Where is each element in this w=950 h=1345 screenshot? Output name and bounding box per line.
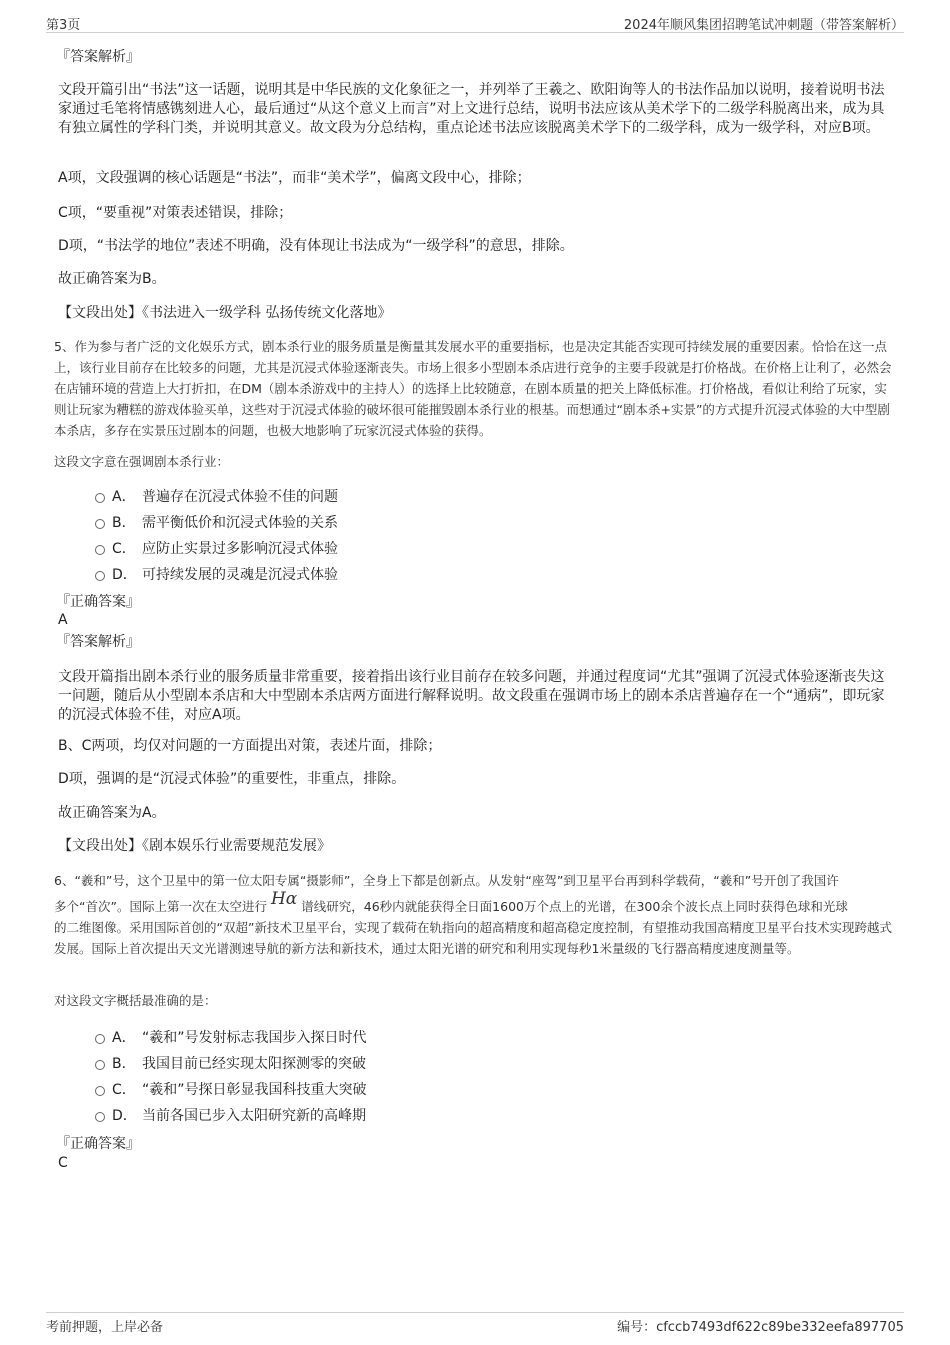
q6-answer-label: 『正确答案』 — [56, 1136, 140, 1152]
page-number: 第3页 — [46, 18, 81, 33]
document-id: 编号：cfccb7493df622c89be332eefa897705 — [617, 1320, 904, 1335]
q5-conclusion: 故正确答案为A。 — [58, 805, 166, 821]
q5-source: 【文段出处】《剧本娱乐行业需要规范发展》 — [58, 838, 331, 854]
q6-option-b[interactable]: B． 我国目前已经实现太阳探测零的突破 — [54, 1051, 367, 1077]
q6-option-c[interactable]: C． “羲和”号探日彰显我国科技重大突破 — [54, 1077, 367, 1103]
radio-icon[interactable] — [95, 493, 105, 503]
radio-icon[interactable] — [95, 519, 105, 529]
h-alpha-formula: Hα — [270, 889, 298, 909]
q4-analysis-text: 文段开篇引出“书法”这一话题，说明其是中华民族的文化象征之一，并列举了王羲之、欧阳询等人的书法作品加以说明，接着说明书法家通过毛笔将情感镌刻进人心，最后通过“从这个意义上而言”对上文进行总结，说明书法应该从美术学下的二级学科脱离出来，成为具有独立属性的学科门类，并说明其意义。故文段为分总结构，重点论述书法应该脱离美术学下的二级学科，成为一级学科，对应B项。 — [58, 82, 885, 136]
q5-point-bc: B、C两项，均仅对问题的一方面提出对策，表述片面，排除； — [58, 738, 442, 754]
page-header — [46, 12, 904, 33]
radio-icon[interactable] — [95, 1086, 105, 1096]
q6-question: 对这段文字概括最准确的是： — [54, 993, 217, 1008]
q5-options — [54, 484, 338, 588]
q4-point-a: A项，文段强调的核心话题是“书法”，而非“美术学”，偏离文段中心，排除； — [58, 170, 531, 186]
q5-answer-label: 『正确答案』 — [56, 594, 140, 610]
radio-icon[interactable] — [95, 1060, 105, 1070]
q4-conclusion: 故正确答案为B。 — [58, 271, 166, 287]
q6-answer: C — [58, 1155, 68, 1171]
q5-option-a[interactable]: A． 普遍存在沉浸式体验不佳的问题 — [54, 484, 338, 510]
q6-stem-line2: 多个“首次”。国际上第一次在太空进行 Hα 谱线研究，46秒内就能获得全日面1600万个点上的光谱，在300余个波长点上同时获得色球和光球 — [54, 889, 848, 914]
q5-question: 这段文字意在强调剧本杀行业： — [54, 454, 230, 469]
q5-option-b[interactable]: B． 需平衡低价和沉浸式体验的关系 — [54, 510, 338, 536]
document-title: 2024年顺风集团招聘笔试冲刺题（带答案解析） — [623, 18, 904, 33]
radio-icon[interactable] — [95, 545, 105, 555]
q6-stem-rest: 的二维图像。采用国际首创的“双超”新技术卫星平台，实现了载荷在轨指向的超高精度和超高稳定度控制，有望推动我国高精度卫星平台技术实现跨越式发展。国际上首次提出天文光谱测速导航的新方法和新技术，通过太阳光谱的研究和利用实现每秒1米量级的飞行器高精度速度测量等。 — [54, 920, 892, 956]
q4-point-c: C项，“要重视”对策表述错误，排除； — [58, 205, 293, 221]
radio-icon[interactable] — [95, 1112, 105, 1122]
q5-option-c[interactable]: C． 应防止实景过多影响沉浸式体验 — [54, 536, 338, 562]
radio-icon[interactable] — [95, 1034, 105, 1044]
q5-point-d: D项，强调的是“沉浸式体验”的重要性，非重点，排除。 — [58, 771, 406, 787]
q6-option-d[interactable]: D． 当前各国已步入太阳研究新的高峰期 — [54, 1103, 367, 1129]
q6-option-a[interactable]: A． “羲和”号发射标志我国步入探日时代 — [54, 1025, 367, 1051]
q5-analysis-text: 文段开篇指出剧本杀行业的服务质量非常重要，接着指出该行业目前存在较多问题，并通过程度词“尤其”强调了沉浸式体验逐渐丧失这一问题，随后从小型剧本杀店和大中型剧本杀店两方面进行解释说明。故文段重在强调市场上的剧本杀店普遍存在一个“通病”，即玩家的沉浸式体验不佳，对应A项。 — [58, 669, 885, 723]
q5-analysis-label: 『答案解析』 — [56, 634, 140, 650]
q4-analysis-label: 『答案解析』 — [56, 49, 140, 65]
q4-source: 【文段出处】《书法进入一级学科 弘扬传统文化落地》 — [58, 305, 392, 321]
q5-answer: A — [58, 612, 68, 628]
q6-stem-line1: 6、“羲和”号，这个卫星中的第一位太阳专属“摄影师”，全身上下都是创新点。从发射“座驾”到卫星平台再到科学载荷，“羲和”号开创了我国许 — [54, 873, 839, 888]
page-footer — [46, 1312, 904, 1337]
q5-option-d[interactable]: D． 可持续发展的灵魂是沉浸式体验 — [54, 562, 338, 588]
radio-icon[interactable] — [95, 571, 105, 581]
q4-point-d: D项，“书法学的地位”表述不明确，没有体现让书法成为“一级学科”的意思，排除。 — [58, 238, 574, 254]
q5-stem: 5、作为参与者广泛的文化娱乐方式，剧本杀行业的服务质量是衡量其发展水平的重要指标，也是决定其能否实现可持续发展的重要因素。恰恰在这一点上，该行业目前存在比较多的问题，尤其是沉浸式体验逐渐丧失。市场上很多小型剧本杀店进行竞争的主要手段就是打价格战。在价格上让利了，必然会在店铺环境的营造上大打折扣，在DM（剧本杀游戏中的主持人）的选择上比较随意，在剧本质量的把关上降低标准。打价格战，看似让利给了玩家，实则让玩家为糟糕的游戏体验买单，这些对于沉浸式体验的破坏很可能摧毁剧本杀行业的根基。而想通过“剧本杀+实景”的方式提升沉浸式体验的大中型剧本杀店，多存在实景压过剧本的问题，也极大地影响了玩家沉浸式体验的获得。 — [54, 339, 892, 438]
q6-options — [54, 1025, 367, 1129]
footer-slogan: 考前押题，上岸必备 — [46, 1320, 164, 1335]
